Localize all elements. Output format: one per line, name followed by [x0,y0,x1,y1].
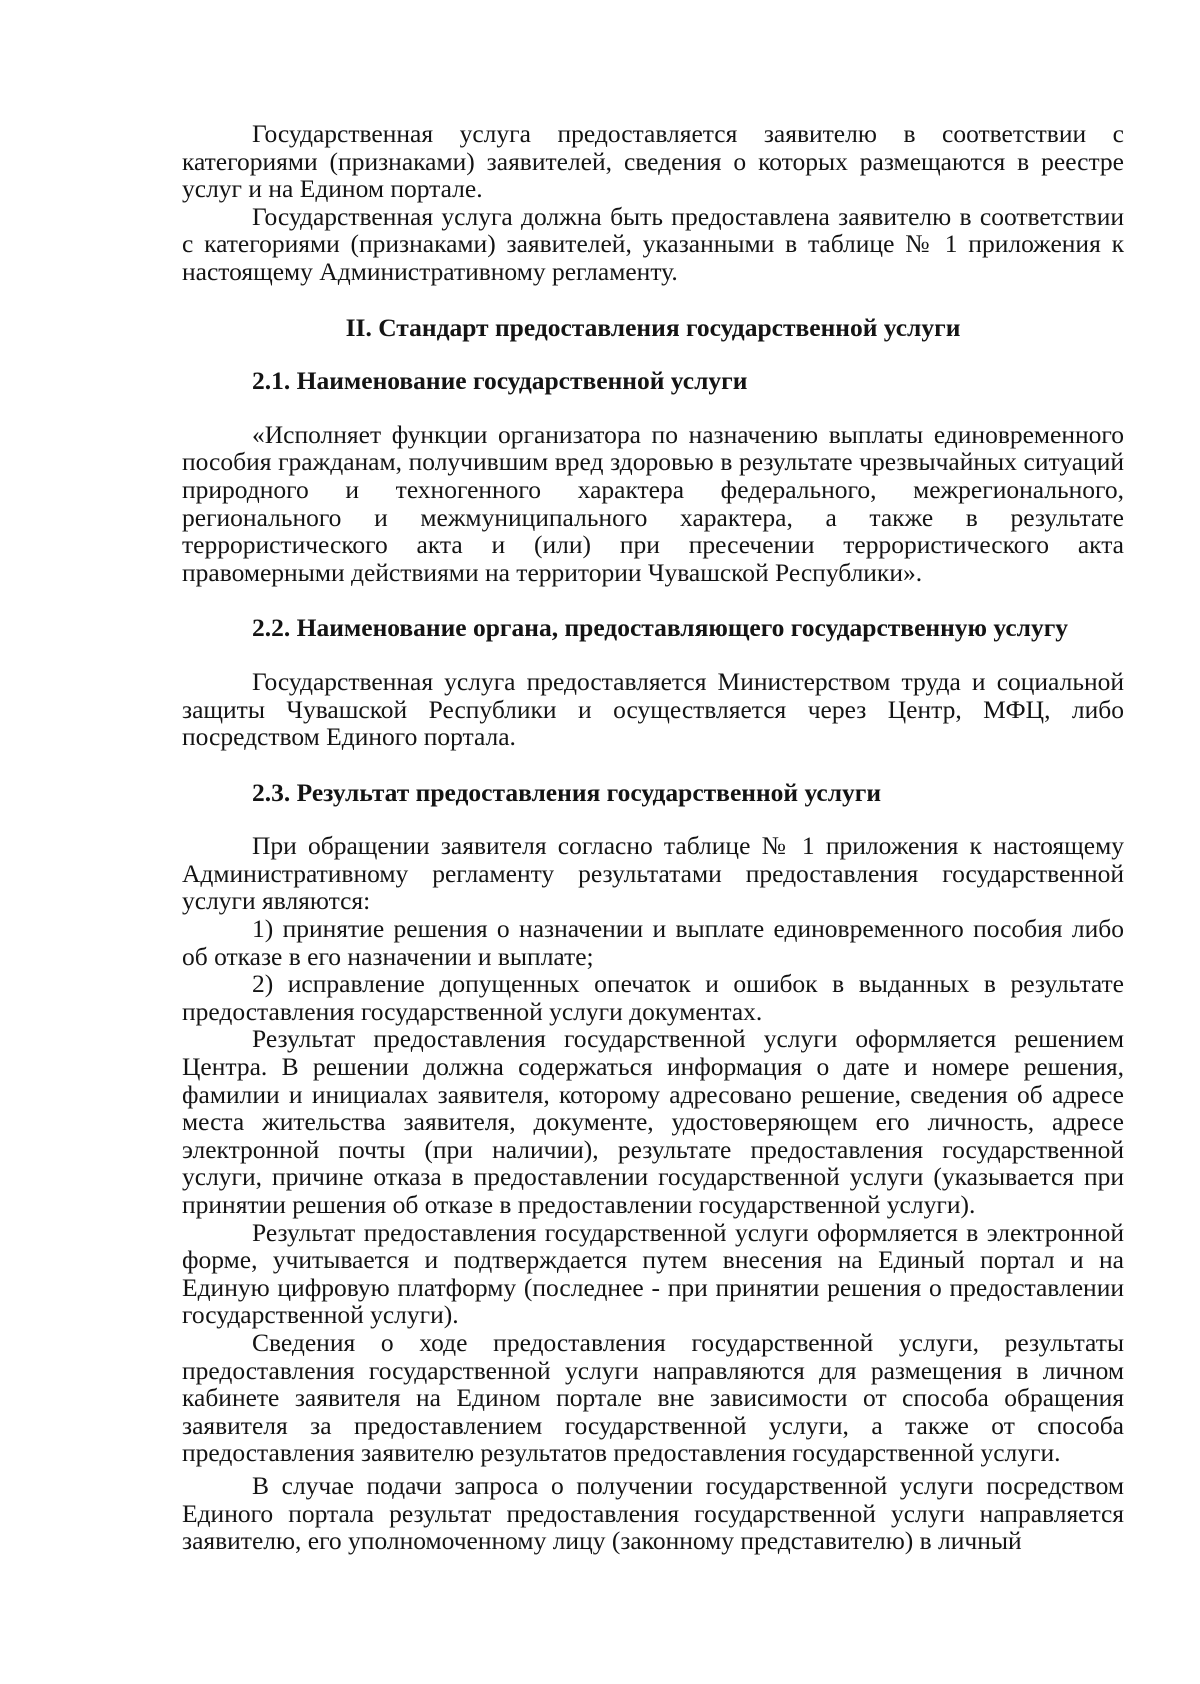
section-title: II. Стандарт предоставления государственной услуги [345,312,961,342]
subsection-2-3-list-item: 2) исправление допущенных опечаток и ошибок в выданных в результате предоставления государственной услуги документах. [182,969,1124,1026]
subsection-2-2-heading: 2.2. Наименование органа, предоставляющего государственную услугу [252,613,1069,643]
subsection-2-3-paragraph: Сведения о ходе предоставления государственной услуги, результаты предоставления государственной услуги направляются для размещения в личном кабинете заявителя на Едином портале вне зависимости от способа обращения заявителя за предоставлением государственной услуги, а также от способа предоставления заявителю результатов предоставления государственной услуги. [182,1327,1124,1468]
subsection-2-2-text: Государственная услуга предоставляется Министерством труда и социальной защиты Чувашской Республики и осуществляется через Центр, МФЦ, либо посредством Единого портала. [182,666,1124,752]
subsection-2-3-list-item: 1) принятие решения о назначении и выплате единовременного пособия либо об отказе в его назначении и выплате; [182,914,1124,971]
subsection-2-1-text: «Исполняет функции организатора по назначению выплаты единовременного пособия гражданам, получившим вред здоровью в результате чрезвычайных ситуаций природного и техногенного характера федерального, межрегионального, регионального и межмуниципального характера, а также в результате террористического акта и (или) при пресечении террористического акта правомерными действиями на территории Чувашской Республики». [182,419,1124,587]
subsection-2-3-paragraph: При обращении заявителя согласно таблице № 1 приложения к настоящему Административному регламенту результатами предоставления государственной услуги являются: [182,831,1124,916]
subsection-2-3-paragraph: Результат предоставления государственной услуги оформляется в электронной форме, учитывается и подтверждается путем внесения на Единый портал и на Единую цифровую платформу (последнее - при принятии решения о предоставлении государственной услуги). [182,1217,1124,1330]
intro-paragraph-1: Государственная услуга предоставляется заявителю в соответствии с категориями (признаками) заявителей, сведения о которых размещаются в реестре услуг и на Едином портале. [182,119,1124,204]
subsection-2-3-paragraph: Результат предоставления государственной услуги оформляется решением Центра. В решении должна содержаться информация о дате и номере решения, фамилии и инициалах заявителя, которому адресовано решение, сведения об адресе места жительства заявителя, документе, удостоверяющем его личность, адресе электронной почты (при наличии), результате предоставления государственной услуги, причине отказа в предоставлении государственной услуги (указывается при принятии решения об отказе в предоставлении государственной услуги). [182,1024,1124,1219]
subsection-2-3-heading: 2.3. Результат предоставления государственной услуги [252,777,882,807]
document-body [182,120,1124,1555]
subsection-2-1-heading: 2.1. Наименование государственной услуги [252,366,748,396]
subsection-2-3-paragraph: В случае подачи запроса о получении государственной услуги посредством Единого портала результат предоставления государственной услуги направляется заявителю, его уполномоченному лицу (законному представителю) в личный [182,1470,1124,1556]
intro-paragraph-2: Государственная услуга должна быть предоставлена заявителю в соответствии с категориями (признаками) заявителей, указанными в таблице № 1 приложения к настоящему Административному регламенту. [182,201,1124,286]
